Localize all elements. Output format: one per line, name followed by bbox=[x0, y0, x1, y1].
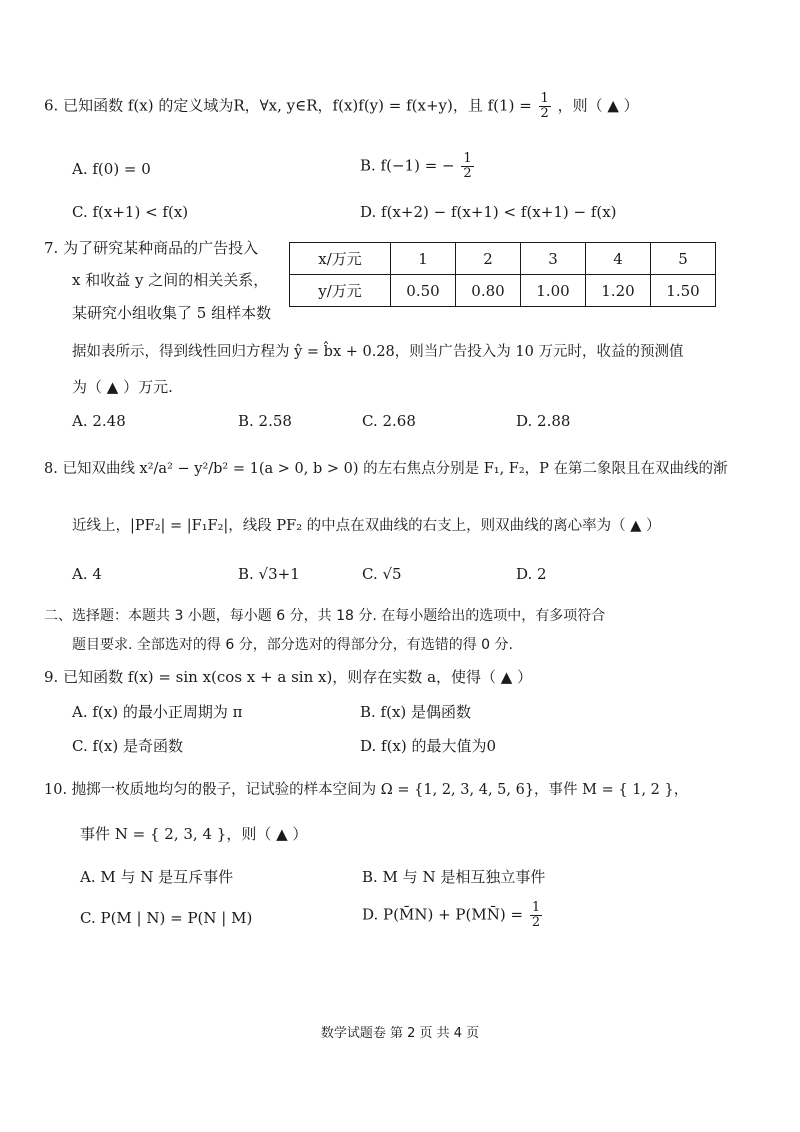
q6-frac-num: 1 bbox=[540, 91, 549, 106]
q7-option-b: B. 2.58 bbox=[238, 412, 292, 430]
q6-option-b-fraction bbox=[461, 152, 473, 181]
q6-option-b-num: 1 bbox=[463, 151, 472, 166]
q10-option-d-prefix: D. P(M̄N) + P(MN̄) = bbox=[362, 905, 524, 924]
q10-stem-line2: 事件 N = { 2, 3, 4 }，则（ ▲ ） bbox=[80, 825, 308, 843]
q6-stem-suffix: ，则（ ▲ ） bbox=[557, 96, 639, 115]
q6-fraction bbox=[539, 92, 551, 121]
q7-stem-line2: x 和收益 y 之间的相关关系， bbox=[72, 271, 269, 289]
q9-option-d: D. f(x) 的最大值为0 bbox=[360, 737, 497, 755]
q6-option-d: D. f(x+2) − f(x+1) < f(x+1) − f(x) bbox=[360, 203, 617, 221]
section2-heading-line2: 题目要求. 全部选对的得 6 分，部分选对的得部分分，有选错的得 0 分. bbox=[72, 637, 513, 653]
q7-table-x-1: 1 bbox=[391, 243, 456, 275]
q8-option-b: B. √3+1 bbox=[238, 565, 300, 583]
q7-stem-line1: 7. 为了研究某种商品的广告投入 bbox=[44, 239, 259, 257]
q7-table-x-3: 3 bbox=[521, 243, 586, 275]
q6-option-b-prefix: B. f(−1) = − bbox=[360, 156, 455, 175]
q8-option-d: D. 2 bbox=[516, 565, 547, 583]
q9-option-a: A. f(x) 的最小正周期为 π bbox=[72, 703, 243, 721]
q7-option-c: C. 2.68 bbox=[362, 412, 416, 430]
q10-option-c: C. P(M | N) = P(N | M) bbox=[80, 909, 253, 927]
q10-option-d-fraction bbox=[530, 901, 542, 930]
q7-table-row-x bbox=[290, 243, 716, 275]
q7-table-x-4: 4 bbox=[586, 243, 651, 275]
q9-option-c: C. f(x) 是奇函数 bbox=[72, 737, 183, 755]
q8-option-a: A. 4 bbox=[72, 565, 102, 583]
q7-table-y-5: 1.50 bbox=[651, 275, 716, 307]
q8-stem-line1: 8. 已知双曲线 x²/a² − y²/b² = 1(a > 0, b > 0) 的左右焦点分别是 F₁, F₂，P 在第二象限且在双曲线的渐 bbox=[44, 461, 728, 477]
q6-option-a: A. f(0) = 0 bbox=[72, 160, 151, 178]
q7-table-y-4: 1.20 bbox=[586, 275, 651, 307]
q7-table-y-2: 0.80 bbox=[456, 275, 521, 307]
q7-stem-line5: 为（ ▲ ）万元. bbox=[72, 378, 173, 396]
q10-option-d-num: 1 bbox=[531, 900, 541, 915]
q7-stem-line3: 某研究小组收集了 5 组样本数 bbox=[72, 304, 272, 322]
q7-table-x-5: 5 bbox=[651, 243, 716, 275]
q8-option-c: C. √5 bbox=[362, 565, 402, 583]
section2-heading-line1: 二、选择题：本题共 3 小题，每小题 6 分，共 18 分. 在每小题给出的选项中，有多项符合 bbox=[44, 608, 606, 624]
page-footer: 数学试题卷 第 2 页 共 4 页 bbox=[320, 1026, 480, 1041]
q6-stem-prefix: 6. 已知函数 f(x) 的定义域为R，∀x, y∈R，f(x)f(y) = f(x+y)，且 f(1) = bbox=[44, 96, 532, 115]
q8-stem-line2: 近线上，|PF₂| = |F₁F₂|，线段 PF₂ 的中点在双曲线的右支上，则双曲线的离心率为（ ▲ ） bbox=[72, 518, 661, 534]
q7-table-row-y bbox=[290, 275, 716, 307]
q7-option-a: A. 2.48 bbox=[72, 412, 126, 430]
q7-table-x-label: x/万元 bbox=[290, 243, 391, 275]
q10-option-d-den: 2 bbox=[531, 915, 541, 930]
q7-data-table bbox=[289, 242, 716, 307]
q6-option-b-den: 2 bbox=[463, 166, 472, 181]
q6-option-c: C. f(x+1) < f(x) bbox=[72, 203, 189, 221]
q6-frac-den: 2 bbox=[540, 106, 549, 121]
q7-table-x-2: 2 bbox=[456, 243, 521, 275]
q9-stem: 9. 已知函数 f(x) = sin x(cos x + a sin x)，则存在实数 a，使得（ ▲ ） bbox=[44, 668, 533, 686]
q10-option-a: A. M 与 N 是互斥事件 bbox=[80, 868, 234, 886]
q7-table-y-label: y/万元 bbox=[290, 275, 391, 307]
q10-option-b: B. M 与 N 是相互独立事件 bbox=[362, 868, 546, 886]
q6-stem bbox=[44, 92, 639, 121]
q10-stem-line1: 10. 抛掷一枚质地均匀的骰子，记试验的样本空间为 Ω = {1, 2, 3, 4, 5, 6}，事件 M = { 1, 2 }， bbox=[44, 782, 689, 798]
q6-option-b bbox=[360, 152, 476, 181]
q7-stem-line4: 据如表所示，得到线性回归方程为 ŷ = b̂x + 0.28，则当广告投入为 10 万元时，收益的预测值 bbox=[72, 344, 684, 360]
q7-table-y-1: 0.50 bbox=[391, 275, 456, 307]
q7-table-y-3: 1.00 bbox=[521, 275, 586, 307]
q10-option-d bbox=[362, 901, 544, 930]
q9-option-b: B. f(x) 是偶函数 bbox=[360, 703, 472, 721]
q7-option-d: D. 2.88 bbox=[516, 412, 571, 430]
